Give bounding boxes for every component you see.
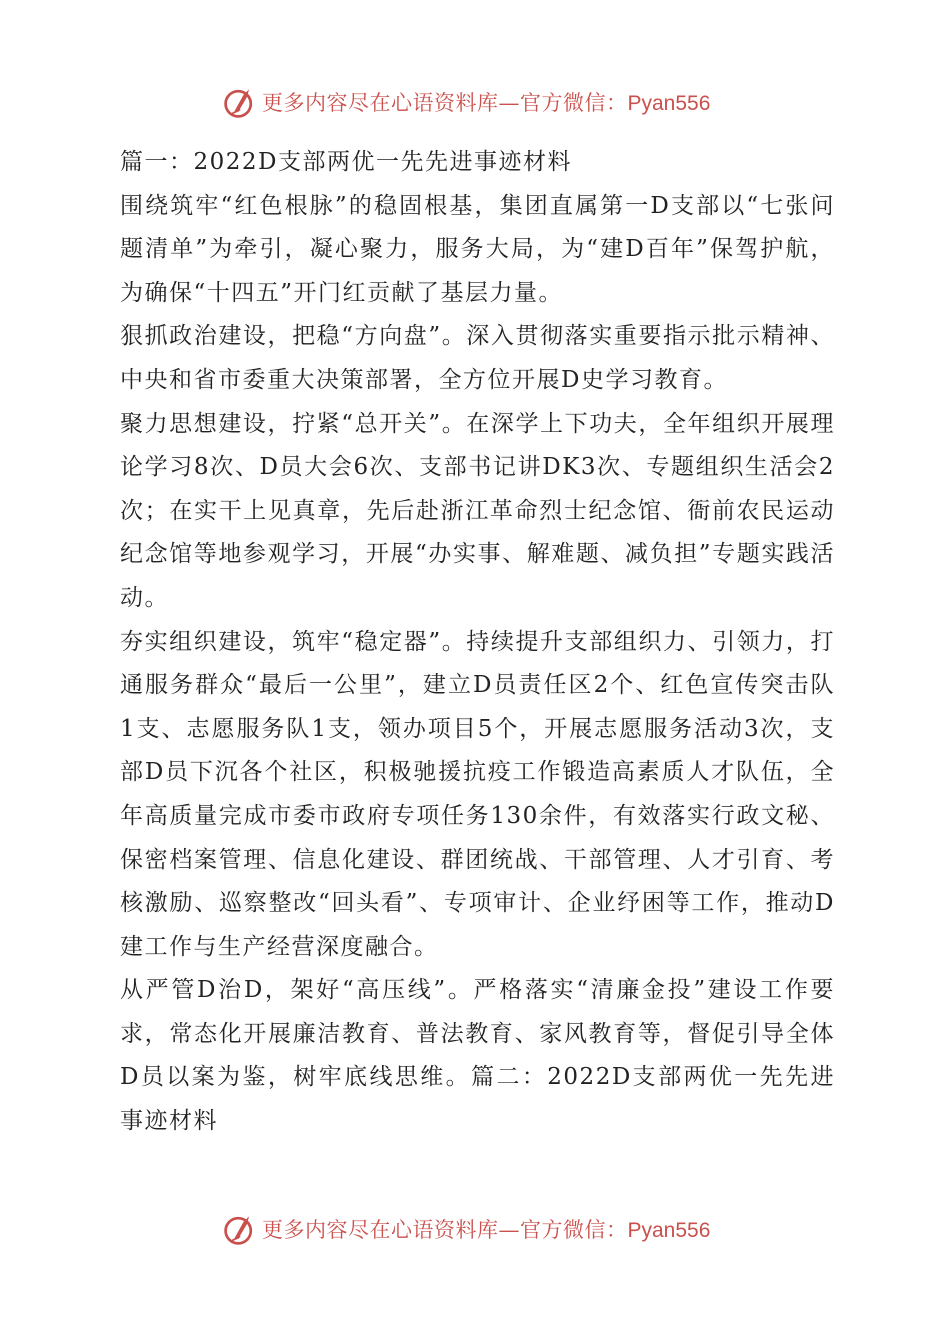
document-title: 篇一：2022D支部两优一先先进事迹材料 [120,149,572,175]
footer-watermark-text [262,1214,710,1244]
footer-watermark [222,1211,710,1247]
header-watermark-text [262,87,710,117]
paragraph-1: 围绕筑牢“红色根脉”的稳固根基，集团直属第一D支部以“七张问题清单”为牵引，凝心聚力，服务大局，为“建D百年”保驾护航，为确保“十四五”开门红贡献了基层力量。 [120,192,835,306]
footer-watermark-label: 更多内容尽在心语资料库—官方微信： [262,1218,628,1242]
paragraph-3: 聚力思想建设，拧紧“总开关”。在深学上下功夫，全年组织开展理论学习8次、D员大会6次、支部书记讲DK3次、专题组织生活会2次；在实干上见真章，先后赴浙江革命烈士纪念馆、衙前农民运动纪念馆等地参观学习，开展“办实事、解难题、减负担”专题实践活动。 [120,410,835,611]
header-watermark [222,84,710,120]
paragraph-4: 夯实组织建设，筑牢“稳定器”。持续提升支部组织力、引领力，打通服务群众“最后一公里”，建立D员责任区2个、红色宣传突击队1支、志愿服务队1支，领办项目5个，开展志愿服务活动3次，支部D员下沉各个社区，积极驰援抗疫工作锻造高素质人才队伍，全年高质量完成市委市政府专项任务130余件，有效落实行政文秘、保密档案管理、信息化建设、群团统战、干部管理、人才引育、考核激励、巡察整改“回头看”、专项审计、企业纾困等工作，推动D建工作与生产经营深度融合。 [120,628,835,960]
paragraph-5: 从严管D治D，架好“高压线”。严格落实“清廉金投”建设工作要求，常态化开展廉洁教育、普法教育、家风教育等，督促引导全体D员以案为鉴，树牢底线思维。篇二：2022D支部两优一先先进事迹材料 [120,977,835,1135]
pen-circle-logo-icon [222,1211,258,1247]
pen-circle-logo-icon [222,84,258,120]
footer-watermark-id: Pyan556 [627,1219,711,1242]
header-watermark-id: Pyan556 [627,92,711,115]
document-body [120,141,835,1144]
header-watermark-label: 更多内容尽在心语资料库—官方微信： [262,91,628,115]
paragraph-2: 狠抓政治建设，把稳“方向盘”。深入贯彻落实重要指示批示精神、中央和省市委重大决策部署，全方位开展D史学习教育。 [120,323,835,393]
